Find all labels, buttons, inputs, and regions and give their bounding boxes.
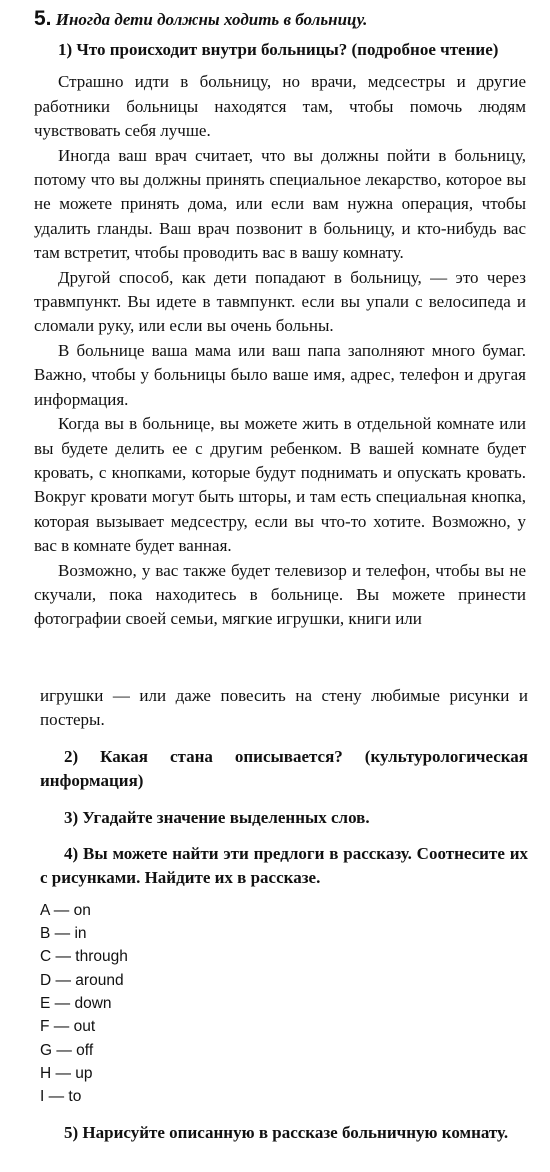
tasks-block (40, 684, 528, 1145)
option-item: B — in (40, 925, 87, 943)
option-item: E — down (40, 995, 112, 1013)
exercise-title-text: Иногда дети должны ходить в больницу. (55, 10, 368, 29)
option-item: G — off (40, 1041, 94, 1059)
story-paragraph-3: Другой способ, как дети попадают в больницу, — это через травмпункт. Вы идете в тавмпункт. если вы упали с велосипеда и сломали руку, или если вы очень больны. (34, 267, 526, 336)
option-item: A — on (40, 901, 91, 919)
task-4-heading: 4) Вы можете найти эти предлоги в рассказу. Соотнесите их с рисунками. Найдите их в рассказе. (40, 844, 528, 888)
reading-block (34, 38, 526, 632)
story-paragraph-6: Возможно, у вас также будет телевизор и телефон, чтобы вы не скучали, пока находитесь в больнице. Вы можете принести фотографии своей семьи, мягкие игрушки, книги или (34, 560, 526, 629)
option-item: F — out (40, 1018, 96, 1036)
exercise-title (34, 6, 534, 33)
story-paragraph-1: Страшно идти в больницу, но врачи, медсестры и другие работники больницы находятся там, чтобы помочь людям чувствовать себя лучше. (34, 72, 526, 141)
story-paragraph-4: В больнице ваша мама или ваш папа заполняют много бумаг. Важно, чтобы у больницы было ваше имя, адрес, телефон и другая информация. (34, 340, 526, 409)
option-item: I — to (40, 1088, 82, 1106)
exercise-number: 5. (34, 7, 52, 30)
task-1-heading: 1) Что происходит внутри больницы? (подробное чтение) (58, 40, 499, 59)
option-item: H — up (40, 1064, 93, 1082)
story-paragraph-2: Иногда ваш врач считает, что вы должны пойти в больницу, потому что вы должны принять специальное лекарство, которое вы не можете принять дома, или если вам нужна операция, чтобы удалить гланды. Ваш врач позвонит в больницу, и кто-нибудь вас там встретит, чтобы проводить вас в вашу комнату. (34, 145, 526, 263)
story-paragraph-5: Когда вы в больнице, вы можете жить в отдельной комнате или вы будете делить ее с другим ребенком. В вашей комнате будет кровать, с кнопками, которые будут поднимать и опускать кровать. Вокруг кровати могут быть шторы, и там есть специальная кнопка, которая вызывает медсестру, если вы что-то хотите. Возможно, у вас в комнате будет ванная. (34, 414, 526, 556)
task-5-heading: 5) Нарисуйте описанную в рассказе больничную комнату. (64, 1122, 509, 1142)
preposition-options (40, 899, 528, 1109)
option-item: D — around (40, 971, 124, 989)
option-item: C — through (40, 948, 128, 966)
story-continuation: игрушки — или даже повесить на стену любимые рисунки и постеры. (40, 686, 528, 730)
task-2-heading: 2) Какая стана описывается? (культурологическая информация) (40, 746, 528, 791)
task-3-heading: 3) Угадайте значение выделенных слов. (64, 807, 370, 827)
